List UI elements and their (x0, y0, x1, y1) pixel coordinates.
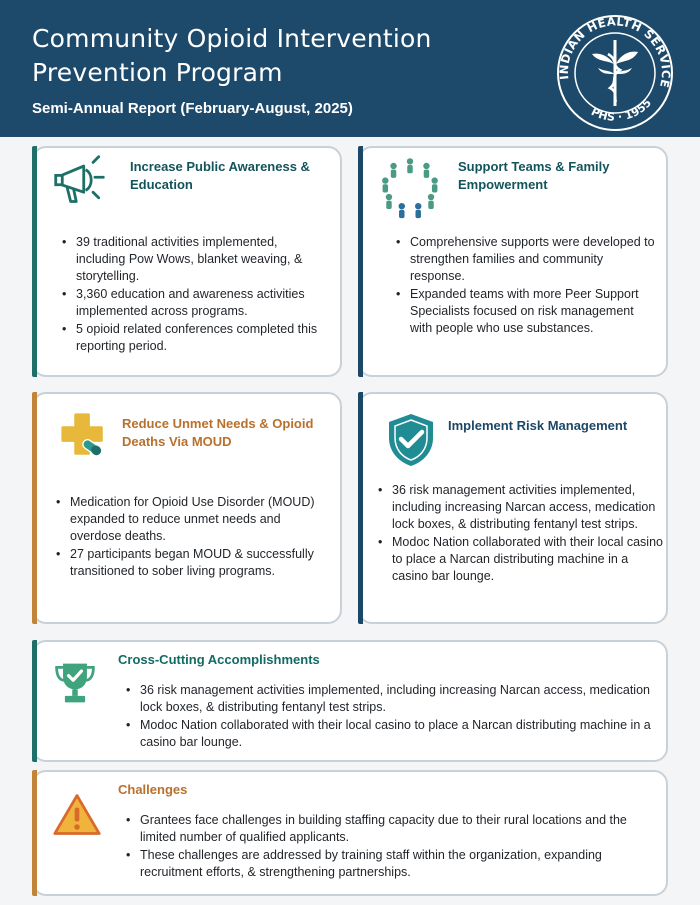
card-title: Reduce Unmet Needs & Opioid Deaths Via MOUD (122, 416, 314, 449)
list-item: • 36 risk management activities implemented, including increasing Narcan access, medication lock boxes, & distributing fentanyl test strips. (124, 682, 654, 716)
list-item: • Modoc Nation collaborated with their local casino to place a Narcan distributing machine in a casino bar lounge. (124, 717, 654, 751)
moud-bullets (54, 494, 334, 581)
risk-bullets (376, 482, 666, 586)
cross-cutting-bullets (124, 682, 654, 752)
warning-icon (52, 792, 102, 838)
list-item: • 27 participants began MOUD & successfully transitioned to sober living programs. (54, 546, 334, 580)
card-title: Support Teams & Family Empowerment (458, 159, 610, 192)
megaphone-icon (52, 152, 108, 210)
card-title: Challenges (118, 782, 188, 797)
page-title: Community Opioid Intervention Prevention Program (32, 24, 432, 87)
card-accent-stripe (32, 146, 37, 377)
card-accent-stripe (358, 392, 363, 624)
trophy-icon (52, 660, 98, 706)
list-item: • 5 opioid related conferences completed this reporting period. (60, 321, 320, 355)
list-item: • Comprehensive supports were developed to strengthen families and community response. (394, 234, 656, 285)
ihs-seal-icon (556, 14, 674, 132)
awareness-bullets (60, 234, 320, 356)
report-header (0, 0, 700, 137)
moud-card (32, 392, 342, 624)
card-accent-stripe (32, 392, 37, 624)
risk-card (358, 392, 668, 624)
report-subtitle: Semi-Annual Report (February-August, 2025) (32, 100, 353, 117)
card-accent-stripe (32, 640, 37, 762)
challenges-card (32, 770, 668, 896)
cross-cutting-card (32, 640, 668, 762)
list-item: • Modoc Nation collaborated with their local casino to place a Narcan distributing machine in a casino bar lounge. (376, 534, 666, 585)
people-circle-icon (378, 154, 442, 220)
list-item: • 3,360 education and awareness activities implemented across programs. (60, 286, 320, 320)
card-title: Increase Public Awareness & Education (130, 159, 310, 192)
support-card (358, 146, 668, 377)
shield-check-icon (386, 412, 436, 468)
list-item: • Grantees face challenges in building staffing capacity due to their rural locations and the limited number of qualified applicants. (124, 812, 654, 846)
card-accent-stripe (358, 146, 363, 377)
awareness-card (32, 146, 342, 377)
svg-text:PHS · 1955: PHS · 1955 (589, 96, 655, 124)
medical-cross-pill-icon (60, 412, 106, 458)
list-item: • Expanded teams with more Peer Support Specialists focused on risk management with people who use substances. (394, 286, 656, 337)
card-accent-stripe (32, 770, 37, 896)
challenges-bullets (124, 812, 654, 882)
list-item: • 39 traditional activities implemented, including Pow Wows, blanket weaving, & storytelling. (60, 234, 320, 285)
card-title: Cross-Cutting Accomplishments (118, 652, 320, 667)
list-item: • These challenges are addressed by training staff within the organization, expanding recruitment efforts, & strengthening partnerships. (124, 847, 654, 881)
svg-text:INDIAN HEALTH SERVICE: INDIAN HEALTH SERVICE (556, 14, 674, 90)
card-title: Implement Risk Management (448, 418, 628, 433)
list-item: • 36 risk management activities implemented, including increasing Narcan access, medication lock boxes, & distributing fentanyl test strips. (376, 482, 666, 533)
list-item: • Medication for Opioid Use Disorder (MOUD) expanded to reduce unmet needs and overdose deaths. (54, 494, 334, 545)
support-bullets (394, 234, 656, 338)
